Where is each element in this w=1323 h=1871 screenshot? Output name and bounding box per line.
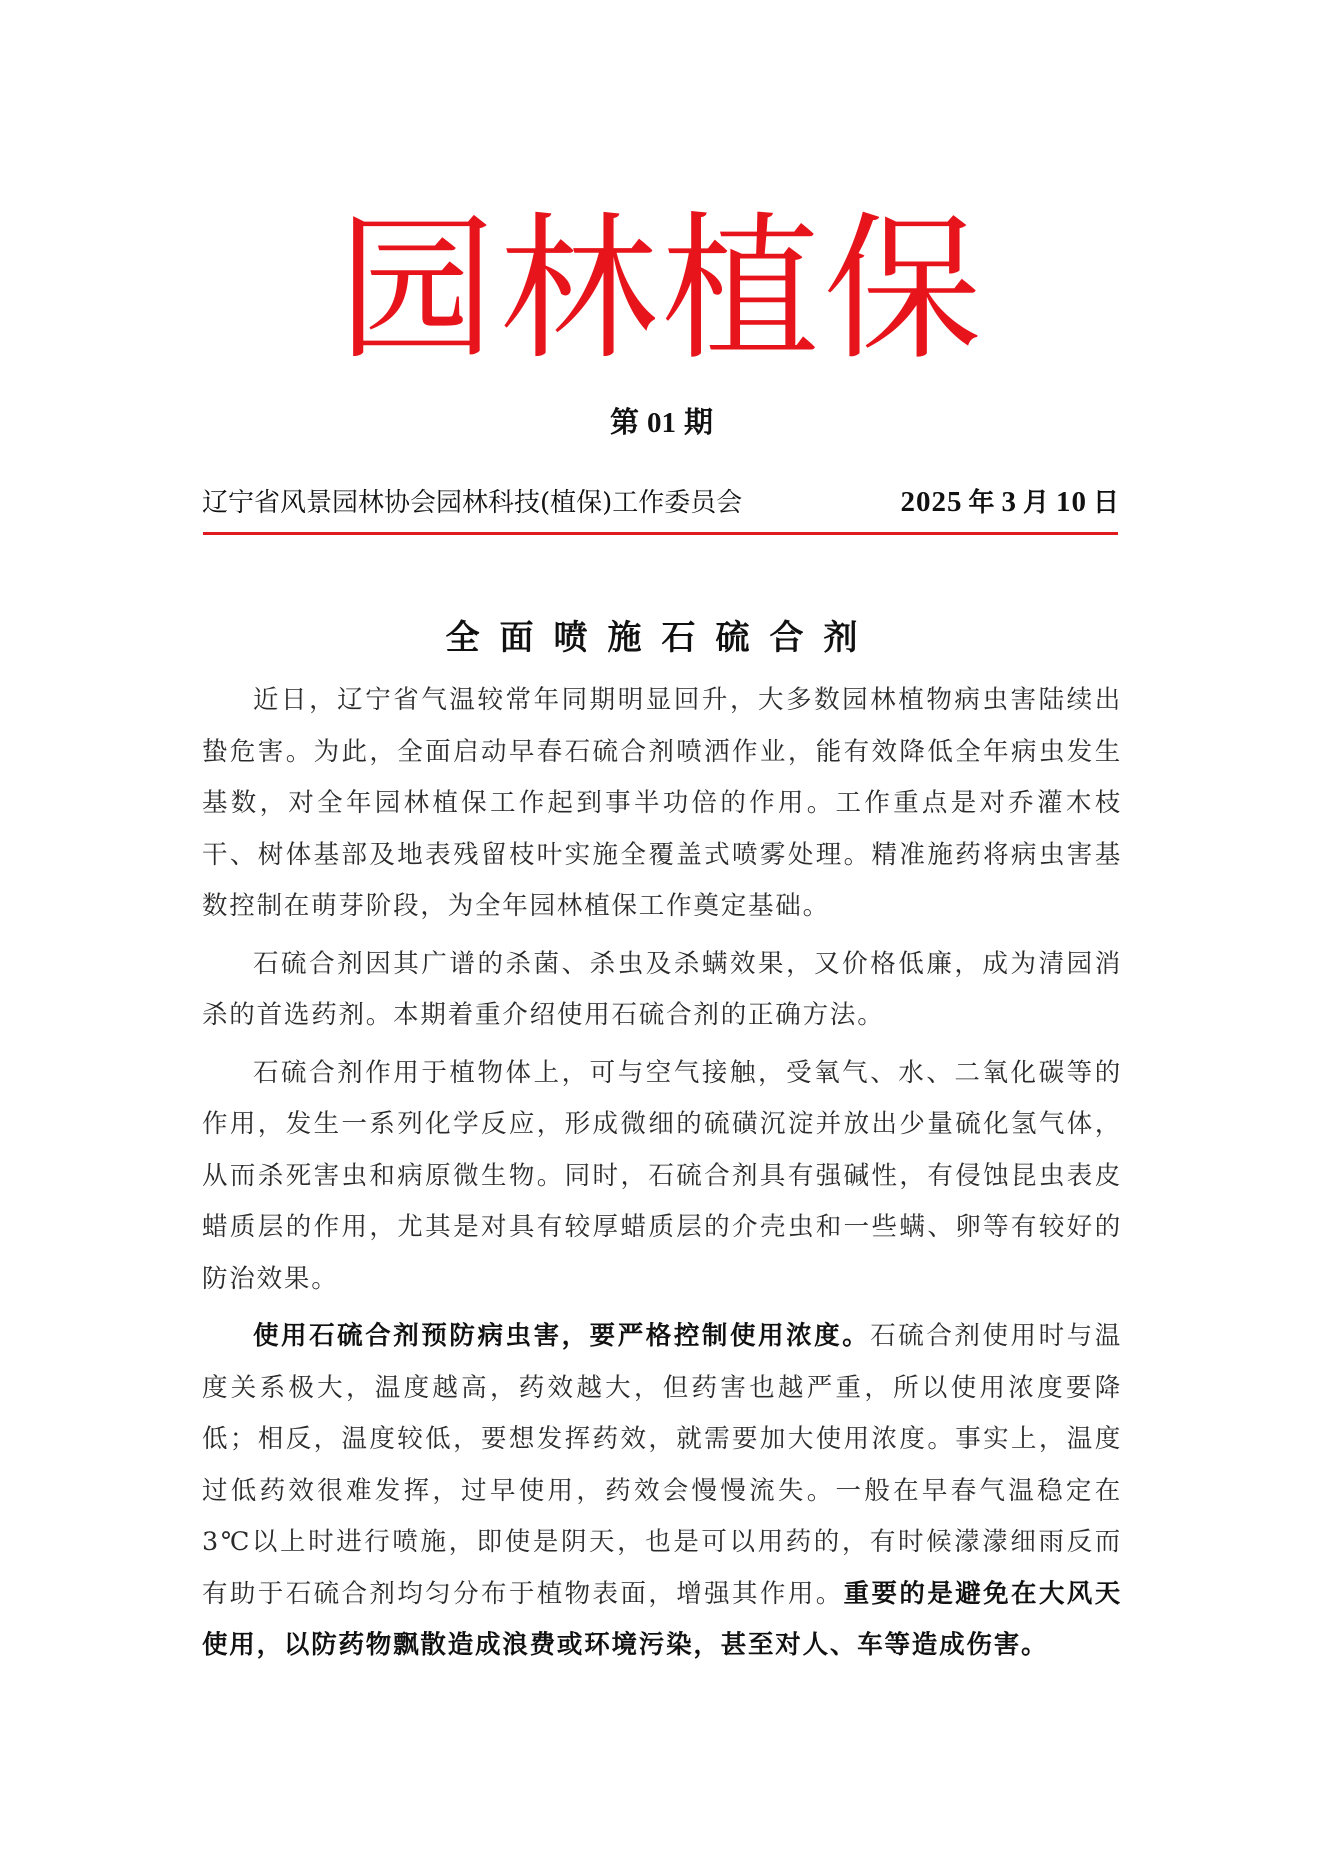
date-day: 10 <box>1055 485 1087 518</box>
paragraph <box>202 1311 1122 1672</box>
paragraph-text: 石硫合剂使用时与温度关系极大，温度越高，药效越大，但药害也越严重，所以使用浓度要降低；相反，温度较低，要想发挥药效，就需要加大使用浓度。事实上，温度过低药效很难发挥，过早使用，药效会慢慢流失。一般在早春气温稳定在3℃以上时进行喷施，即使是阴天，也是可以用药的，有时候濛濛细雨反而有助于石硫合剂均匀分布于植物表面，增强其作用。 <box>202 1321 1123 1609</box>
paragraph-text: 石硫合剂作用于植物体上，可与空气接触，受氧气、水、二氧化碳等的作用，发生一系列化学反应，形成微细的硫磺沉淀并放出少量硫化氢气体，从而杀死害虫和病原微生物。同时，石硫合剂具有强碱性，有侵蚀昆虫表皮蜡质层的作用，尤其是对具有较厚蜡质层的介壳虫和一些螨、卵等有较好的防治效果。 <box>202 1057 1122 1294</box>
article-body <box>202 675 1122 1678</box>
paragraph <box>202 939 1122 1042</box>
date-month-label: 月 <box>1022 487 1050 518</box>
paragraph <box>202 1048 1122 1306</box>
date-year-label: 年 <box>968 487 996 518</box>
publisher-line <box>202 480 1120 520</box>
publish-date <box>894 482 1120 519</box>
issue-number <box>0 402 1323 443</box>
article-title: 全面喷施石硫合剂 <box>445 617 878 658</box>
masthead-title: 园林植保 <box>337 198 986 382</box>
date-year: 2025 <box>900 485 963 518</box>
paragraph-text: 近日，辽宁省气温较常年同期明显回升，大多数园林植物病虫害陆续出蛰危害。为此，全面启动早春石硫合剂喷洒作业，能有效降低全年病虫发生基数，对全年园林植保工作起到事半功倍的作用。工作重点是对乔灌木枝干、树体基部及地表残留枝叶实施全覆盖式喷雾处理。精准施药将病虫害基数控制在萌芽阶段，为全年园林植保工作奠定基础。 <box>202 685 1122 921</box>
publisher-organization: 辽宁省风景园林协会园林科技(植保)工作委员会 <box>202 487 743 518</box>
emphasis-text: 重要的是避免在大风天使用，以防药物飘散造成浪费或环境污染，甚至对人、车等造成伤害。 <box>202 1578 1122 1660</box>
header-divider <box>203 532 1118 535</box>
date-day-label: 日 <box>1092 487 1120 518</box>
paragraph <box>202 675 1122 933</box>
emphasis-text: 使用石硫合剂预防病虫害，要严格控制使用浓度。 <box>253 1321 871 1351</box>
issue-prefix: 第 <box>609 405 639 439</box>
date-month: 3 <box>1001 485 1017 518</box>
paragraph-text: 石硫合剂因其广谱的杀菌、杀虫及杀螨效果，又价格低廉，成为清园消杀的首选药剂。本期着重介绍使用石硫合剂的正确方法。 <box>202 948 1122 1030</box>
issue-suffix: 期 <box>684 405 714 439</box>
issue-value: 01 <box>647 407 676 439</box>
